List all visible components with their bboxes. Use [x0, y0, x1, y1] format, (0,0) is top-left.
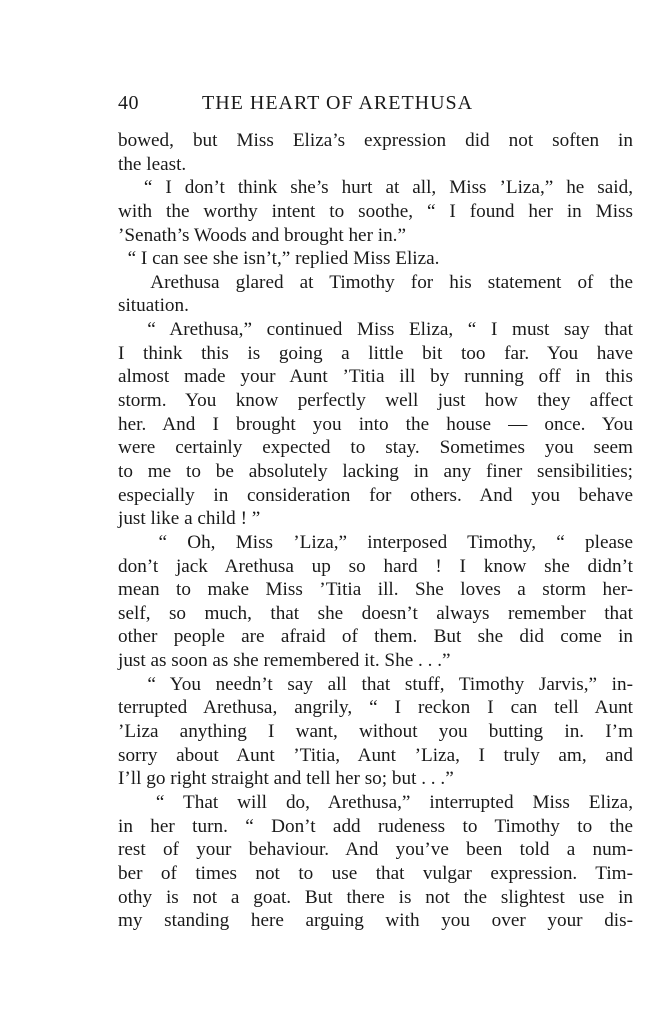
text-line: ’Liza anything I want, without you butting in. I’m [118, 721, 633, 743]
book-page [118, 88, 633, 933]
text-line: ber of times not to use that vulgar expression. Tim- [118, 862, 633, 884]
text-line: rest of your behaviour. And you’ve been told a num- [118, 839, 633, 861]
text-line: my standing here arguing with you over your dis- [118, 910, 633, 932]
running-title: THE HEART OF ARETHUSA [202, 92, 474, 114]
text-line: I’ll go right straight and tell her so; but . . .” [118, 768, 454, 790]
text-line: mean to make Miss ’Titia ill. She loves a storm her- [118, 579, 633, 601]
text-line: “ You needn’t say all that stuff, Timothy Jarvis,” in- [118, 673, 633, 695]
text-line: sorry about Aunt ’Titia, Aunt ’Liza, I truly am, and [118, 744, 633, 766]
text-line: her. And I brought you into the house — once. You [118, 413, 633, 435]
text-line: just as soon as she remembered it. She . . .” [118, 650, 451, 672]
page-header [118, 88, 633, 126]
text-line: just like a child ! ” [118, 508, 261, 530]
text-line: situation. [118, 295, 189, 317]
text-line: I think this is going a little bit too far. You have [118, 342, 633, 364]
text-line: especially in consideration for others. And you behave [118, 484, 633, 506]
text-line: other people are afraid of them. But she did come in [118, 626, 633, 648]
text-line: the least. [118, 153, 187, 175]
text-line: with the worthy intent to soothe, “ I found her in Miss [118, 200, 633, 222]
text-line: self, so much, that she doesn’t always remember that [118, 602, 633, 624]
page-number: 40 [118, 92, 139, 114]
text-line: othy is not a goat. But there is not the slightest use in [118, 886, 633, 908]
text-line: in her turn. “ Don’t add rudeness to Timothy to the [118, 815, 633, 837]
text-line: “ I don’t think she’s hurt at all, Miss ’Liza,” he said, [118, 177, 633, 199]
text-line: storm. You know perfectly well just how they affect [118, 390, 633, 412]
text-line: Arethusa glared at Timothy for his statement of the [118, 271, 633, 293]
body-text [118, 129, 633, 933]
text-line: “ That will do, Arethusa,” interrupted Miss Eliza, [118, 791, 633, 813]
text-line: “ I can see she isn’t,” replied Miss Eliza. [118, 248, 440, 270]
text-line: “ Arethusa,” continued Miss Eliza, “ I must say that [118, 319, 633, 341]
text-line: don’t jack Arethusa up so hard ! I know she didn’t [118, 555, 633, 577]
text-line: almost made your Aunt ’Titia ill by running off in this [118, 366, 633, 388]
text-line: terrupted Arethusa, angrily, “ I reckon I can tell Aunt [118, 697, 633, 719]
text-line: “ Oh, Miss ’Liza,” interposed Timothy, “ please [118, 531, 633, 553]
text-line: were certainly expected to stay. Sometimes you seem [118, 437, 633, 459]
text-line: bowed, but Miss Eliza’s expression did not soften in [118, 130, 633, 151]
text-line: to me to be absolutely lacking in any finer sensibilities; [118, 460, 633, 482]
text-line: ’Senath’s Woods and brought her in.” [118, 224, 406, 246]
